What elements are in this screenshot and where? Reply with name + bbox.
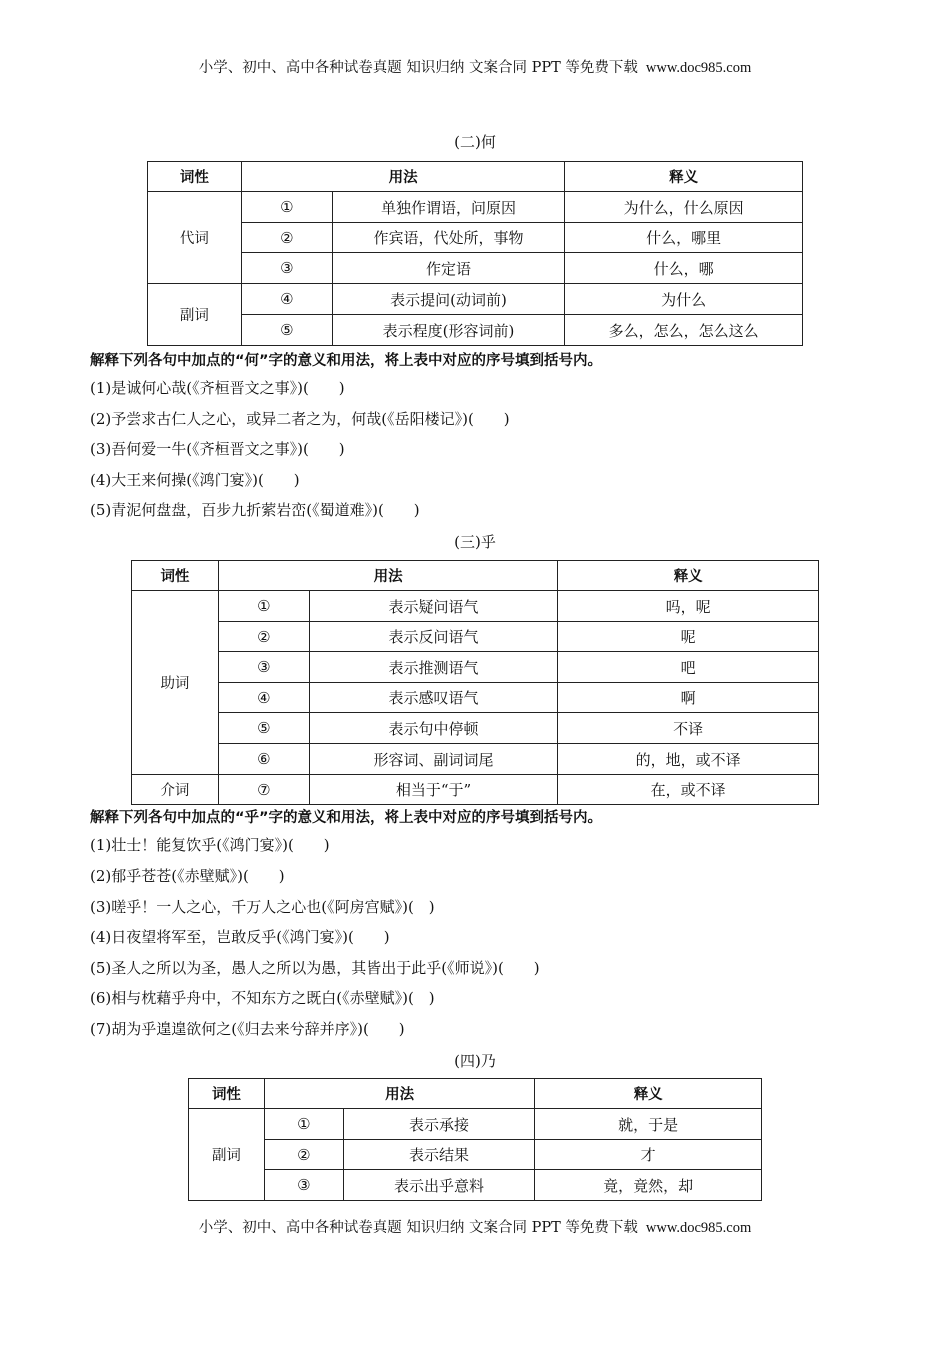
question-item: (7)胡为乎遑遑欲何之(《归去来兮辞并序》)( ) bbox=[90, 1020, 405, 1038]
question-item: (1)是诚何心哉(《齐桓晋文之事》)( ) bbox=[90, 379, 345, 397]
meaning-cell: 什么，哪里 bbox=[565, 223, 803, 253]
meaning-cell: 什么，哪 bbox=[565, 253, 803, 284]
usage-cell: 作定语 bbox=[332, 253, 565, 284]
question-item: (6)相与枕藉乎舟中，不知东方之既白(《赤壁赋》)( ) bbox=[90, 989, 435, 1007]
question-item: (2)予尝求古仁人之心，或异二者之为，何哉(《岳阳楼记》)( ) bbox=[90, 410, 510, 428]
question-item: (2)郁乎苍苍(《赤壁赋》)( ) bbox=[90, 867, 285, 885]
meaning-cell: 吧 bbox=[558, 652, 819, 683]
table-hu bbox=[131, 560, 819, 805]
header-meaning: 释义 bbox=[558, 561, 819, 591]
table-row bbox=[148, 315, 803, 346]
header-pos: 词性 bbox=[148, 162, 242, 192]
pos-cell: 介词 bbox=[132, 775, 219, 805]
table-row bbox=[132, 652, 819, 683]
meaning-cell: 为什么 bbox=[565, 284, 803, 315]
table-row bbox=[148, 223, 803, 253]
instruction-hu: 解释下列各句中加点的“乎”字的意义和用法，将上表中对应的序号填到括号内。 bbox=[90, 810, 603, 826]
header-banner bbox=[0, 56, 950, 77]
header-pos: 词性 bbox=[132, 561, 219, 591]
table-header-row bbox=[189, 1079, 762, 1109]
question-item: (1)壮士！能复饮乎(《鸿门宴》)( ) bbox=[90, 836, 330, 854]
usage-cell: 表示句中停顿 bbox=[309, 713, 558, 744]
usage-cell: 表示反问语气 bbox=[309, 622, 558, 652]
usage-cell: 表示程度(形容词前) bbox=[332, 315, 565, 346]
table-row bbox=[148, 284, 803, 315]
num-cell: ② bbox=[264, 1140, 343, 1170]
num-cell: ② bbox=[241, 223, 332, 253]
num-cell: ① bbox=[264, 1109, 343, 1140]
header-pos: 词性 bbox=[189, 1079, 265, 1109]
pos-cell: 副词 bbox=[189, 1109, 265, 1201]
table-row bbox=[148, 192, 803, 223]
question-item: (3)嗟乎！一人之心，千万人之心也(《阿房宫赋》)( ) bbox=[90, 898, 435, 916]
question-item: (5)圣人之所以为圣，愚人之所以为愚，其皆出于此乎(《师说》)( ) bbox=[90, 959, 540, 977]
question-item: (5)青泥何盘盘，百步九折萦岩峦(《蜀道难》)( ) bbox=[90, 501, 420, 519]
usage-cell: 单独作谓语，问原因 bbox=[332, 192, 565, 223]
table-row bbox=[132, 713, 819, 744]
pos-cell: 副词 bbox=[148, 284, 242, 346]
usage-cell: 相当于“于” bbox=[309, 775, 558, 805]
meaning-cell: 多么，怎么，怎么这么 bbox=[565, 315, 803, 346]
num-cell: ⑤ bbox=[241, 315, 332, 346]
banner-url[interactable]: www.doc985.com bbox=[645, 60, 752, 76]
table-row bbox=[132, 744, 819, 775]
meaning-cell: 为什么，什么原因 bbox=[565, 192, 803, 223]
usage-cell: 形容词、副词词尾 bbox=[309, 744, 558, 775]
section-title-hu: (三)乎 bbox=[454, 533, 496, 551]
header-usage: 用法 bbox=[218, 561, 558, 591]
usage-cell: 表示提问(动词前) bbox=[332, 284, 565, 315]
header-usage: 用法 bbox=[241, 162, 565, 192]
meaning-cell: 竟，竟然，却 bbox=[535, 1170, 762, 1201]
table-row bbox=[189, 1170, 762, 1201]
usage-cell: 表示结果 bbox=[343, 1140, 535, 1170]
question-item: (3)吾何爱一牛(《齐桓晋文之事》)( ) bbox=[90, 440, 345, 458]
meaning-cell: 就，于是 bbox=[535, 1109, 762, 1140]
table-row bbox=[132, 683, 819, 713]
num-cell: ③ bbox=[264, 1170, 343, 1201]
header-usage: 用法 bbox=[264, 1079, 535, 1109]
num-cell: ⑥ bbox=[218, 744, 309, 775]
num-cell: ④ bbox=[241, 284, 332, 315]
section-title-he: (二)何 bbox=[454, 133, 496, 151]
section-title-nai: (四)乃 bbox=[454, 1052, 496, 1070]
usage-cell: 表示承接 bbox=[343, 1109, 535, 1140]
table-row bbox=[132, 775, 819, 805]
banner-url[interactable]: www.doc985.com bbox=[645, 1220, 752, 1236]
num-cell: ⑤ bbox=[218, 713, 309, 744]
usage-cell: 表示推测语气 bbox=[309, 652, 558, 683]
table-header-row bbox=[148, 162, 803, 192]
table-row bbox=[189, 1140, 762, 1170]
instruction-he: 解释下列各句中加点的“何”字的意义和用法，将上表中对应的序号填到括号内。 bbox=[90, 353, 603, 369]
num-cell: ① bbox=[241, 192, 332, 223]
meaning-cell: 的，地，或不译 bbox=[558, 744, 819, 775]
meaning-cell: 在，或不译 bbox=[558, 775, 819, 805]
table-he bbox=[147, 161, 803, 346]
banner-text: 小学、初中、高中各种试卷真题 知识归纳 文案合同 PPT 等免费下载 bbox=[198, 1220, 638, 1236]
table-row bbox=[132, 622, 819, 652]
table-row bbox=[148, 253, 803, 284]
pos-cell: 助词 bbox=[132, 591, 219, 775]
header-meaning: 释义 bbox=[565, 162, 803, 192]
num-cell: ⑦ bbox=[218, 775, 309, 805]
meaning-cell: 不译 bbox=[558, 713, 819, 744]
meaning-cell: 才 bbox=[535, 1140, 762, 1170]
header-meaning: 释义 bbox=[535, 1079, 762, 1109]
question-item: (4)日夜望将军至，岂敢反乎(《鸿门宴》)( ) bbox=[90, 928, 390, 946]
meaning-cell: 啊 bbox=[558, 683, 819, 713]
usage-cell: 表示感叹语气 bbox=[309, 683, 558, 713]
table-nai bbox=[188, 1078, 762, 1201]
num-cell: ④ bbox=[218, 683, 309, 713]
question-item: (4)大王来何操(《鸿门宴》)( ) bbox=[90, 471, 300, 489]
meaning-cell: 吗，呢 bbox=[558, 591, 819, 622]
pos-cell: 代词 bbox=[148, 192, 242, 284]
usage-cell: 作宾语，代处所，事物 bbox=[332, 223, 565, 253]
meaning-cell: 呢 bbox=[558, 622, 819, 652]
table-row bbox=[189, 1109, 762, 1140]
footer-banner bbox=[0, 1216, 950, 1237]
banner-text: 小学、初中、高中各种试卷真题 知识归纳 文案合同 PPT 等免费下载 bbox=[198, 60, 638, 76]
usage-cell: 表示出乎意料 bbox=[343, 1170, 535, 1201]
num-cell: ① bbox=[218, 591, 309, 622]
usage-cell: 表示疑问语气 bbox=[309, 591, 558, 622]
table-row bbox=[132, 591, 819, 622]
num-cell: ③ bbox=[218, 652, 309, 683]
table-header-row bbox=[132, 561, 819, 591]
num-cell: ③ bbox=[241, 253, 332, 284]
num-cell: ② bbox=[218, 622, 309, 652]
